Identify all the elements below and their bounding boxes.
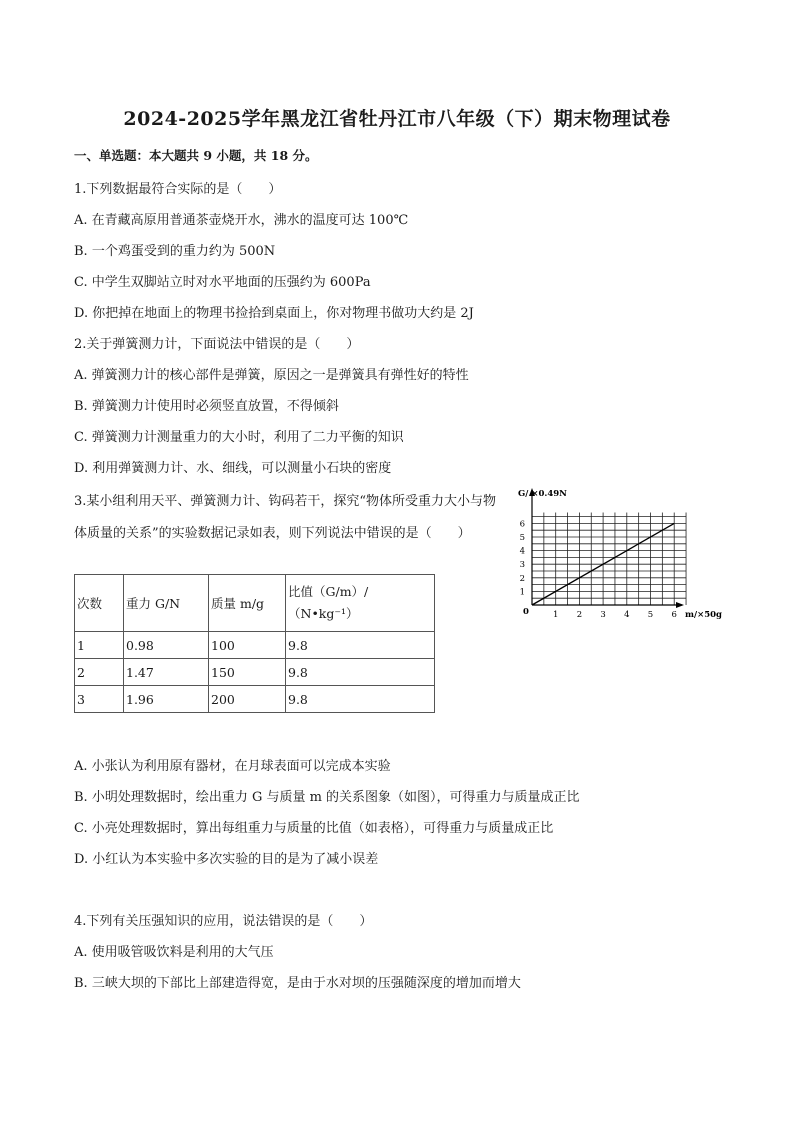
- table-header-cell: 质量 m/g: [209, 575, 286, 632]
- x-tick-label: 4: [624, 610, 630, 620]
- q1-stem: 1.下列数据最符合实际的是（ ）: [74, 182, 282, 197]
- table-cell: 150: [209, 659, 286, 686]
- table-cell: 2: [75, 659, 124, 686]
- x-tick-label: 6: [671, 610, 677, 620]
- q1-option-c: C. 中学生双脚站立时对水平地面的压强约为 600Pa: [74, 275, 371, 290]
- q4-stem: 4.下列有关压强知识的应用，说法错误的是（ ）: [74, 914, 373, 929]
- x-axis-arrow-icon: [676, 602, 684, 608]
- q3-option-c: C. 小亮处理数据时，算出每组重力与质量的比值（如表格），可得重力与质量成正比: [74, 821, 554, 836]
- section-heading: 一、单选题：本大题共 9 小题，共 18 分。: [74, 148, 318, 163]
- x-tick-label: 3: [600, 610, 606, 620]
- origin-label: 0: [523, 607, 529, 617]
- table-row: [75, 686, 435, 713]
- table-cell: 200: [209, 686, 286, 713]
- q2-option-c: C. 弹簧测力计测量重力的大小时，利用了二力平衡的知识: [74, 430, 404, 445]
- y-tick-label: 6: [519, 519, 525, 530]
- table-cell: 1.96: [124, 686, 209, 713]
- table-header-row: [75, 575, 435, 632]
- table-cell: 0.98: [124, 632, 209, 659]
- table-header-cell: 比值（G/m）/（N•kg⁻¹）: [286, 575, 435, 632]
- q1-option-b: B. 一个鸡蛋受到的重力约为 500N: [74, 244, 276, 259]
- q1-option-a: A. 在青藏高原用普通茶壶烧开水，沸水的温度可达 100℃: [74, 213, 409, 228]
- table-cell: 1: [75, 632, 124, 659]
- y-tick-label: 4: [519, 546, 525, 557]
- table-cell: 9.8: [286, 659, 435, 686]
- table-cell: 9.8: [286, 686, 435, 713]
- q3-data-table: [74, 574, 435, 713]
- y-axis-label: G/ ×0.49N: [518, 489, 567, 499]
- g-m-graph: [510, 484, 730, 624]
- table-cell: 1.47: [124, 659, 209, 686]
- y-tick-label: 1: [519, 587, 525, 598]
- x-tick-label: 1: [552, 610, 559, 620]
- x-axis-label: m/×50g: [685, 610, 722, 620]
- q4-option-a: A. 使用吸管吸饮料是利用的大气压: [74, 945, 274, 960]
- q2-option-a: A. 弹簧测力计的核心部件是弹簧，原因之一是弹簧具有弹性好的特性: [74, 368, 469, 383]
- q3-option-d: D. 小红认为本实验中多次实验的目的是为了减小误差: [74, 852, 379, 867]
- q3-stem: 3.某小组利用天平、弹簧测力计、钩码若干，探究“物体所受重力大小与物体质量的关系”的实验数据记录如表，则下列说法中错误的是（ ）: [74, 494, 497, 541]
- y-tick-label: 3: [519, 560, 525, 571]
- q3-option-a: A. 小张认为利用原有器材，在月球表面可以完成本实验: [74, 759, 391, 774]
- exam-title: 2024-2025学年黑龙江省牡丹江市八年级（下）期末物理试卷: [123, 108, 671, 130]
- x-tick-label: 5: [647, 610, 654, 620]
- table-row: [75, 659, 435, 686]
- q2-option-d: D. 利用弹簧测力计、水、细线，可以测量小石块的密度: [74, 461, 392, 476]
- table-cell: 3: [75, 686, 124, 713]
- q4-option-b: B. 三峡大坝的下部比上部建造得宽，是由于水对坝的压强随深度的增加而增大: [74, 976, 521, 991]
- q2-option-b: B. 弹簧测力计使用时必须竖直放置，不得倾斜: [74, 399, 339, 414]
- table-cell: 100: [209, 632, 286, 659]
- y-tick-label: 2: [519, 573, 525, 584]
- table-cell: 9.8: [286, 632, 435, 659]
- table-row: [75, 632, 435, 659]
- q2-stem: 2.关于弹簧测力计，下面说法中错误的是（ ）: [74, 337, 360, 352]
- q3-option-b: B. 小明处理数据时，绘出重力 G 与质量 m 的关系图象（如图），可得重力与质量成正比: [74, 790, 580, 805]
- table-header-cell: 重力 G/N: [124, 575, 209, 632]
- q1-option-d: D. 你把掉在地面上的物理书捡拾到桌面上，你对物理书做功大约是 2J: [74, 306, 474, 321]
- y-tick-label: 5: [519, 533, 525, 543]
- table-header-cell: 次数: [75, 575, 124, 632]
- x-tick-label: 2: [576, 610, 583, 620]
